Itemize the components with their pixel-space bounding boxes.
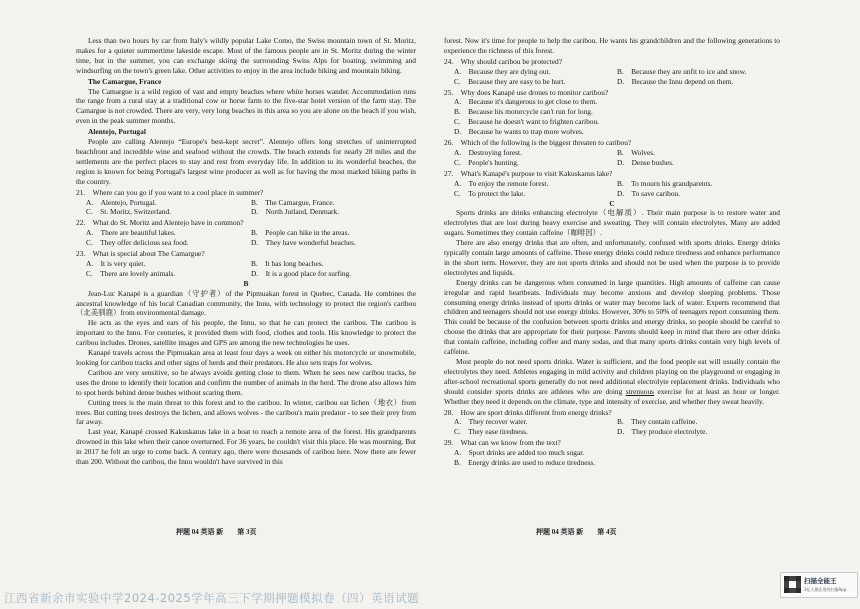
option-28d: D. They produce electrolyte. <box>617 427 708 437</box>
option-22c: C. They offer delicious sea food. <box>86 238 189 248</box>
alentejo-paragraph: People are calling Alentejo “Europe's best-kept secret”. Alentejo offers long stretches of uninterrupted beachfront and incredible wine and seafood without the crowds. The beach extends for nearly 28 miles and the settlements are the perfect places to stay and rest from everyday life. In addition to its wonderful beaches, the region is known for being Portugal's largest wine producer as well as for having the most marked hiking paths in the country. <box>76 137 416 186</box>
footer-title: 押题 04 英语 新 <box>176 528 224 536</box>
left-column <box>76 36 416 467</box>
scanner-app-name: 扫描全能王 <box>804 577 837 585</box>
passage-b-paragraph-1: Jean-Luc Kanapé is a guardian（守护者）of the Pipmuakan forest in Quebec, Canada. He combines the ancestral knowledge of his local Canadian community, the Innu, with technology to protect the region's caribou（北美驯鹿）from environmental damage. <box>76 288 416 318</box>
question-24-options <box>444 67 780 87</box>
passage-c-paragraph-4 <box>444 357 780 407</box>
right-column <box>444 36 780 468</box>
passage-c-paragraph-3: Energy drinks can be dangerous when consumed in large quantities. High amounts of caffeine can cause irregular and rapid heartbeats. Individuals may become anxious and develop sleeping problems. Those consuming energy drinks instead of sports drinks or water may become lack of water. Experts recommend that children and teenagers should not use energy drinks. However, 30% to 50% of teenagers report consuming them. This could be because of the confusion between sports drinks and energy drinks, so people should be careful to choose the drinks that are appropriate for their purpose. Parents should keep in mind that there are other drinks that contain caffeine, including coffee and many sodas, and that many sports drinks contain very high levels of caffeine. <box>444 277 780 357</box>
option-25d: D. Because he wants to trap more wolves. <box>454 127 584 137</box>
paragraph-4-start: Most people do not need sports drinks. Water is sufficient, and the food people eat will usually contain the electrolytes they need. Athletes engaging in mild activity and children playing on the playground or engaging in after-school recreational sports generally do not need additional electrolyte replacement drinks. Individuals who should consider sports drinks are athletes who are doing <box>444 357 780 396</box>
question-25: 25. Why does Kanapé use drones to monitor caribou? <box>444 87 609 97</box>
alentejo-heading: Alentejo, Portugal <box>88 127 146 137</box>
camargue-paragraph: The Camargue is a wild region of vast and empty beaches where white horses wander. Accommodation runs the range from a rural stay at a traditional cow or horse farm to the five-star hotel version of the farm stay. The Camargue is not crowded. There are very, very long beaches in this area so you are alone on the beach if you wish, even in the peak summer months. <box>76 86 416 126</box>
passage-c-paragraph-2: There are also energy drinks that are often, and unfortunately, confused with sports drinks. Energy drinks typically contain large amounts of caffeine. These energy drinks could reduce tiredness and enhance performance in the short term. However, they are not sports drinks and should not be used when the purpose is to provide electrolytes and liquids. <box>444 238 780 277</box>
option-24a: A. Because they are dying out. <box>454 66 551 76</box>
passage-b-paragraph-4: Caribou are very sensitive, so he always avoids getting close to them. When he sees new caribou tracks, he uses the drone to identify their location and confirm the number of animals in the herd. The drone also allows him to spot herds behind dense bushes without scaring them. <box>76 367 416 397</box>
page-4-footer <box>536 527 617 537</box>
question-26: 26. Which of the following is the biggest threaten to caribou? <box>444 138 632 148</box>
footer-title: 押题 04 英语 新 <box>536 528 584 536</box>
option-24b: B. Because they are unfit to ice and snow. <box>617 66 747 76</box>
option-22a: A. There are beautiful lakes. <box>86 228 176 238</box>
option-21b: B. The Camargue, France. <box>251 197 335 207</box>
option-26b: B. Wolves. <box>617 147 655 157</box>
page-number: 第 4页 <box>597 528 617 536</box>
passage-b-paragraph-6: Last year, Kanapé crossed Kakuskanus lake in a boat to reach a remote area of the forest. His grandparents drowned in this lake when their canoe overturned. For 36 years, he couldn't visit this place. He was mourning. But in 2017 he felt an urge to come back. A century ago, there were thousands of caribou here. Now there are fewer than 200. Without the caribou, the Innu wouldn't have survived in this <box>76 427 416 467</box>
option-29a: A. Sport drinks are added too much sugar. <box>454 448 585 458</box>
page-number: 第 3页 <box>237 528 257 536</box>
option-24d: D. Because the Innu depend on them. <box>617 76 734 86</box>
option-22b: B. People can hike in the areas. <box>251 228 350 238</box>
option-21c: C. St. Moritz, Switzerland. <box>86 207 171 217</box>
question-27: 27. What's Kanapé's purpose to visit Kakuskanus lake? <box>444 168 613 178</box>
option-26c: C. People's hunting. <box>454 157 519 167</box>
question-27-options <box>444 179 780 199</box>
option-21d: D. North Jutland, Denmark. <box>251 207 340 217</box>
option-28b: B. They contain caffeine. <box>617 417 698 427</box>
option-23a: A. It is very quiet. <box>86 258 146 268</box>
question-26-options <box>444 148 780 168</box>
question-21: 21. Where can you go if you want to a cool place in summer? <box>76 187 264 197</box>
option-23b: B. It has long beaches. <box>251 258 324 268</box>
underlined-word-strenuous: strenuous <box>625 386 655 396</box>
option-26d: D. Dense bushes. <box>617 157 674 167</box>
question-23-options <box>76 259 416 279</box>
question-24: 24. Why should caribou be protected? <box>444 56 563 66</box>
option-25c: C. Because he doesn't want to frighten caribou. <box>454 117 599 127</box>
passage-c-paragraph-1: Sports drinks are drinks enhancing electrolyte（电解质）. Their main purpose is to restore water and electrolytes that are lost during heavy exercise and sweating. They will contain electrolytes. Many are added sugars. Sometimes they contain caffeine（咖啡因）. <box>444 208 780 238</box>
question-21-options <box>76 198 416 218</box>
page-3-footer <box>176 527 257 537</box>
option-27a: A. To enjoy the remote forest. <box>454 178 549 188</box>
option-22d: D. They have wonderful beaches. <box>251 238 356 248</box>
option-21a: A. Alentejo, Portugal. <box>86 197 157 207</box>
option-27d: D. To save caribou. <box>617 188 681 198</box>
option-27b: B. To mourn his grandparents. <box>617 178 713 188</box>
question-29-options <box>444 448 780 468</box>
option-23c: C. There are lovely animals. <box>86 268 176 278</box>
option-28c: C. They ease tiredness. <box>454 427 528 437</box>
option-28a: A. They recover water. <box>454 417 528 427</box>
exam-title-watermark: 江西省新余市实验中学2024-2025学年高三下学期押题模拟卷（四）英语试题 <box>4 591 420 605</box>
question-25-options <box>444 97 780 137</box>
question-22: 22. What do St. Moritz and Alentejo have in common? <box>76 218 244 228</box>
option-25b: B. Because his motorcycle can't run for long. <box>454 107 593 117</box>
section-c-heading: C <box>609 198 615 208</box>
question-28-options <box>444 417 780 437</box>
section-b-heading: B <box>243 278 249 288</box>
passage-b-paragraph-3: Kanapé travels across the Pipmuakan area at least four days a week on either his motorcycle or snowmobile, looking for caribou tracks and other signs of herds and their predators. He also sets traps for wolves. <box>76 348 416 367</box>
passage-b-paragraph-2: He acts as the eyes and ears of his people, the Innu, so that he can protect the caribou. The caribou is important to the Innu. For centuries, it provided them with food, clothes and tools. His knowledge to protect the caribou includes. Drones, satellite images and GPS are among the new technologies he uses. <box>76 318 416 348</box>
scanner-app-slogan: 3亿人都在用的扫描App <box>804 587 847 592</box>
option-26a: A. Destroying forest. <box>454 147 522 157</box>
option-24c: C. Because they are easy to be hurt. <box>454 76 566 86</box>
option-29b: B. Energy drinks are used to reduce tiredness. <box>454 458 596 468</box>
paragraph-4-end: exercise for at least an hour or longer. Whether they need it depends on the climate, type and intensity of exercise, and whether they sweat heavily. <box>444 386 780 406</box>
scanner-app-badge <box>780 572 858 598</box>
question-28: 28. How are sport drinks different from energy drinks? <box>444 407 612 417</box>
st-moritz-paragraph: Less than two hours by car from Italy's wildly popular Lake Como, the Swiss mountain town of St. Moritz, makes for a quieter summertime lakeside escape. Most of the famous people are in St. Moritz during the winter time, but in the summer, you can exchange skiing the surrounding Swiss Alps for boating, swimming and windsurfing on the town's green lake. Other activities to enjoy in the area include hiking and mountain biking. <box>76 36 416 75</box>
option-23d: D. It is a good place for surfing. <box>251 268 352 278</box>
option-27c: C. To protect the lake. <box>454 188 526 198</box>
camargue-heading: The Camargue, France <box>88 76 162 86</box>
passage-b-continuation: forest. Now it's time for people to help the caribou. He wants his grandchildren and the following generations to experience the richness of this forest. <box>444 36 780 55</box>
option-25a: A. Because it's dangerous to get close to them. <box>454 97 598 107</box>
passage-b-paragraph-5: Cutting trees is the main threat to this forest and to the caribou. In winter, caribou eat lichen（地衣）from trees. But cutting trees destroys the lichen, and allows wolves - the caribou's main predator - to see their prey from far away. <box>76 397 416 427</box>
question-23: 23. What is special about The Camargue? <box>76 249 205 259</box>
qr-code-icon <box>784 576 801 593</box>
question-22-options <box>76 228 416 248</box>
question-29: 29. What can we know from the text? <box>444 438 561 448</box>
